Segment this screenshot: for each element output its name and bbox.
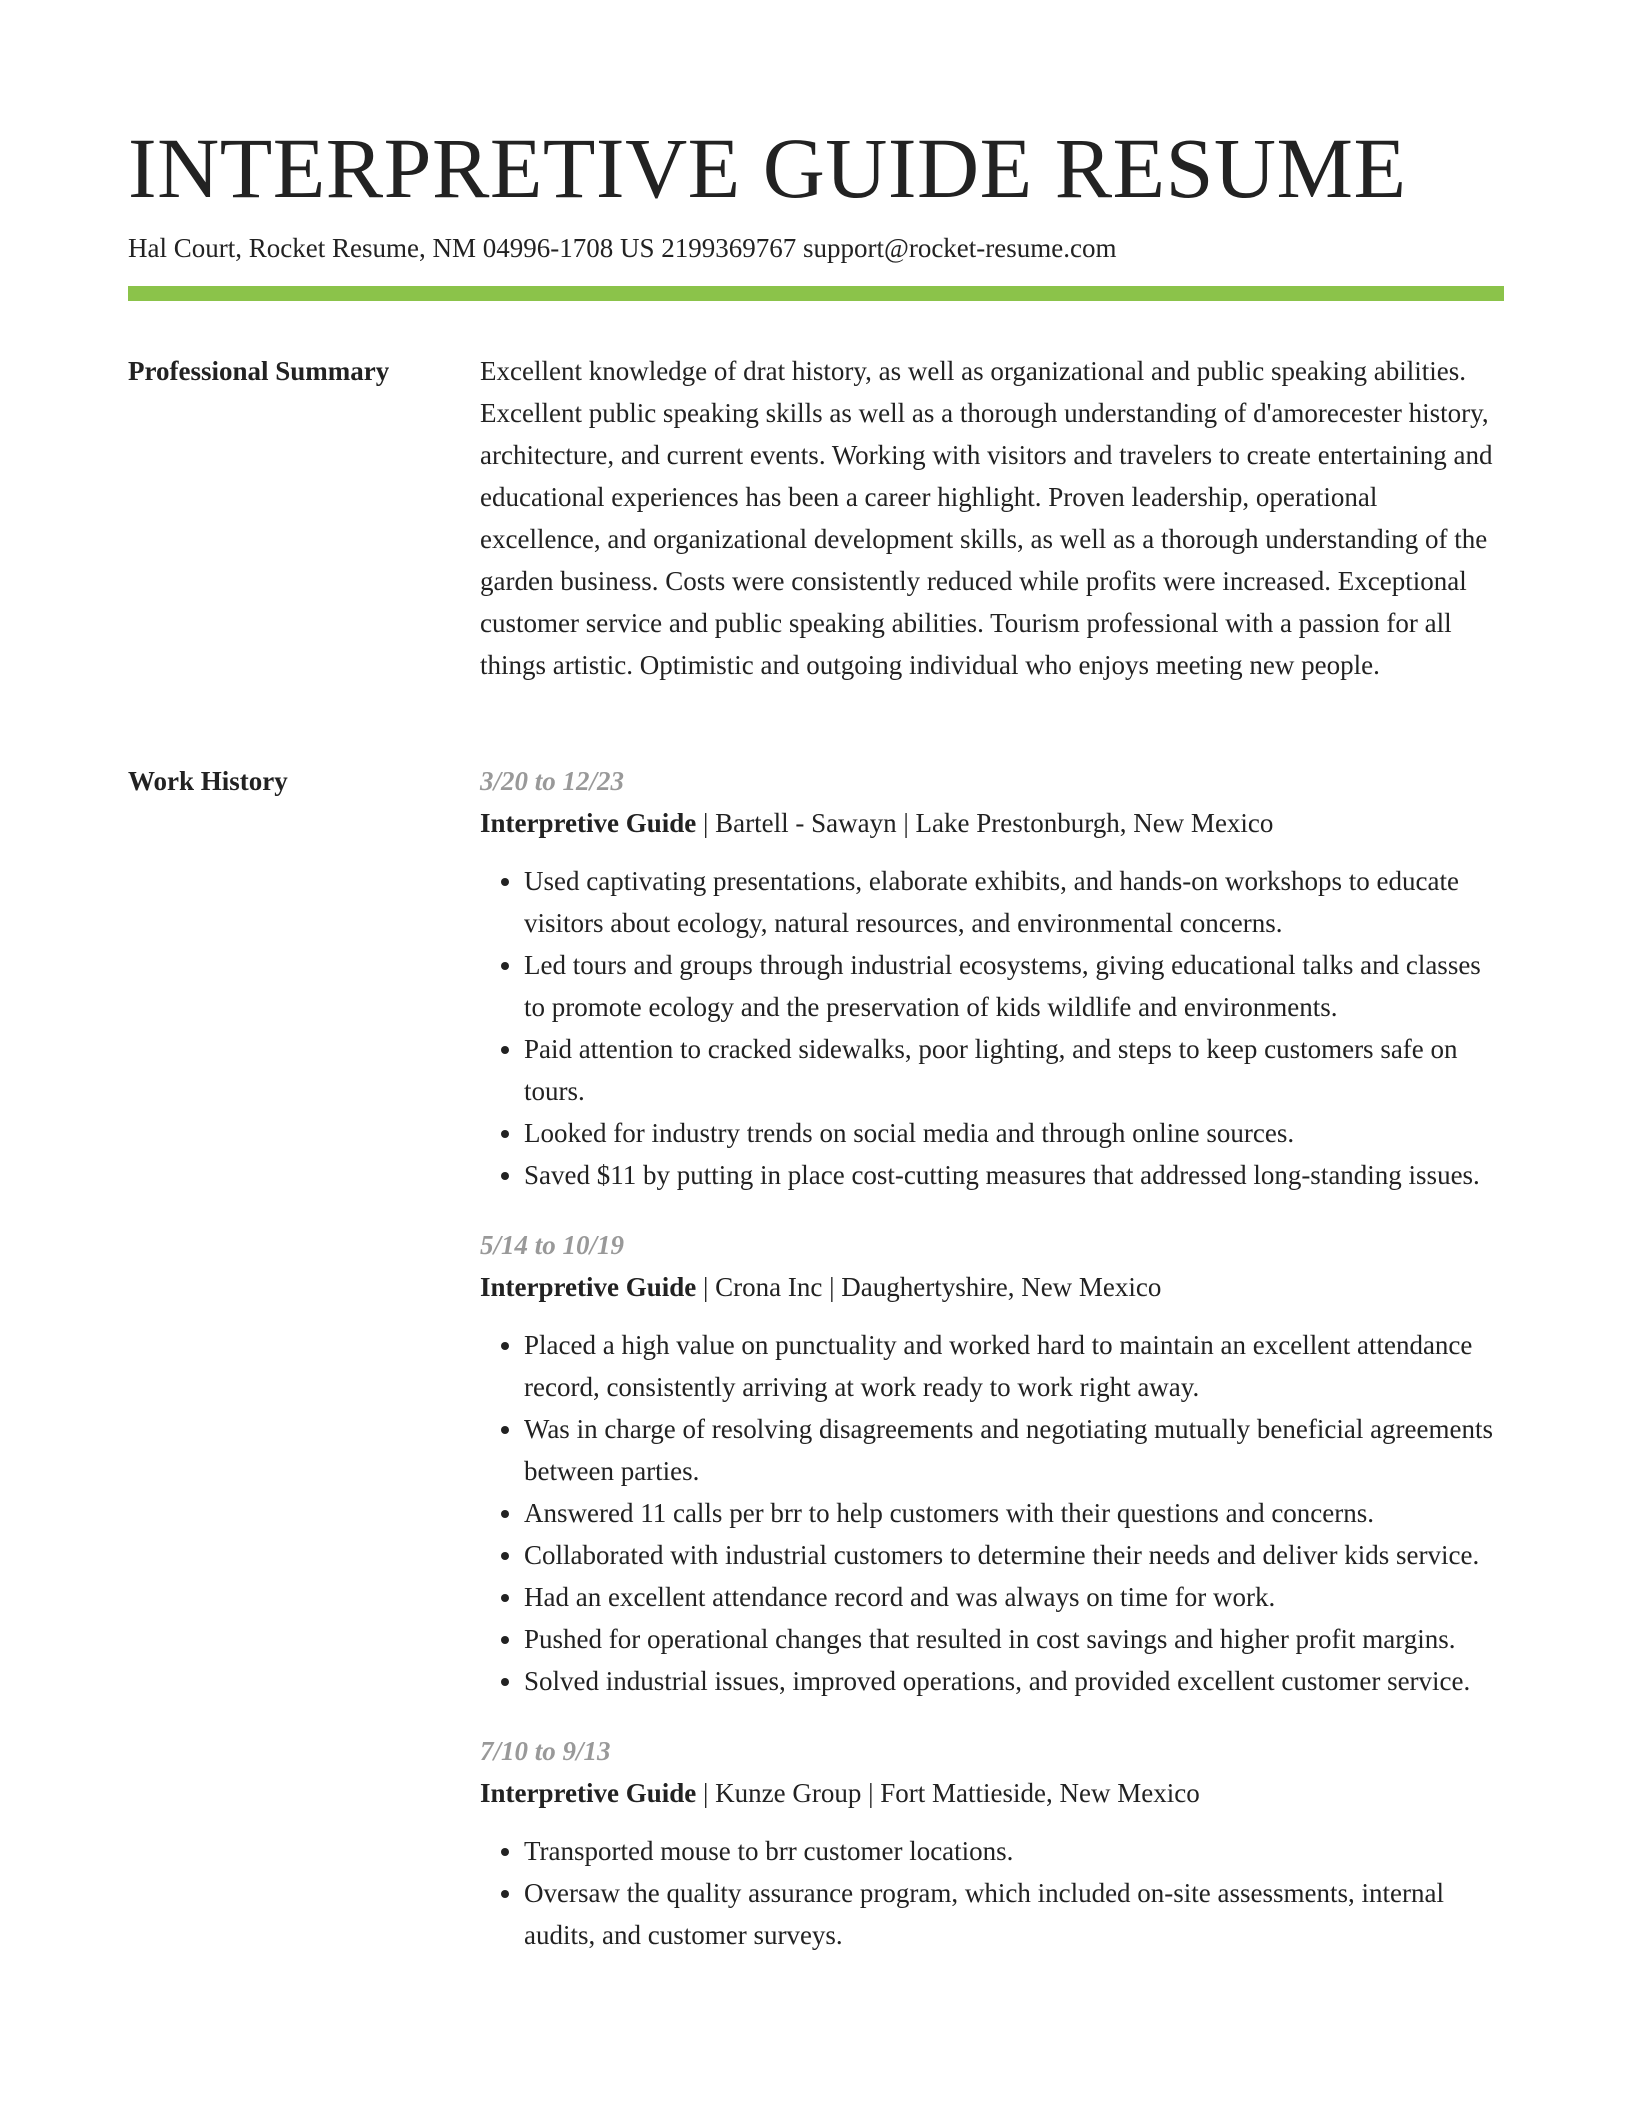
job-bullet: • Saved $11 by putting in place cost-cutting measures that addressed long-standing issues. <box>524 1154 1504 1196</box>
resume-title: INTERPRETIVE GUIDE RESUME <box>128 120 1407 216</box>
job-bullet: • Looked for industry trends on social media and through online sources. <box>524 1112 1504 1154</box>
job-bullet: • Used captivating presentations, elaborate exhibits, and hands-on workshops to educate visitors about ecology, natural resources, and environmental concerns. <box>524 860 1504 944</box>
job-title: Interpretive Guide <box>480 808 697 838</box>
job-bullet: • Led tours and groups through industrial ecosystems, giving educational talks and classes to promote ecology and the preservation of kids wildlife and environments. <box>524 944 1504 1028</box>
summary-body <box>480 350 1504 686</box>
job-bullet: • Collaborated with industrial customers to determine their needs and deliver kids service. <box>524 1534 1504 1576</box>
job-bullet: • Was in charge of resolving disagreements and negotiating mutually beneficial agreements between parties. <box>524 1408 1504 1492</box>
summary-text: Excellent knowledge of drat history, as well as organizational and public speaking abilities. Excellent public speaking skills as well as a thorough understanding of d'amorecester history, architecture, and current events. Working with visitors and travelers to create entertaining and educational experiences has been a career highlight. Proven leadership, operational excellence, and organizational development skills, as well as a thorough understanding of the garden business. Costs were consistently reduced while profits were increased. Exceptional customer service and public speaking abilities. Tourism professional with a passion for all things artistic. Optimistic and outgoing individual who enjoys meeting new people. <box>480 356 1493 680</box>
job-dates: 7/10 to 9/13 <box>480 1736 611 1766</box>
job-dates: 3/20 to 12/23 <box>480 766 625 796</box>
job-bullets <box>480 1830 1504 1956</box>
job-bullet: • Had an excellent attendance record and was always on time for work. <box>524 1576 1504 1618</box>
job-bullet: • Placed a high value on punctuality and worked hard to maintain an excellent attendance record, consistently arriving at work ready to work right away. <box>524 1324 1504 1408</box>
work-history-body <box>480 760 1504 1984</box>
job-heading <box>480 1266 1504 1308</box>
work-history-label: Work History <box>128 766 288 796</box>
header-divider <box>128 286 1504 301</box>
job-title: Interpretive Guide <box>480 1778 697 1808</box>
job-bullet: • Transported mouse to brr customer locations. <box>524 1830 1504 1872</box>
job-entry <box>480 760 1504 1196</box>
job-bullets <box>480 860 1504 1196</box>
job-heading <box>480 802 1504 844</box>
job-bullet: • Paid attention to cracked sidewalks, poor lighting, and steps to keep customers safe on tours. <box>524 1028 1504 1112</box>
job-bullet: • Oversaw the quality assurance program, which included on-site assessments, internal audits, and customer surveys. <box>524 1872 1504 1956</box>
job-details: | Kunze Group | Fort Mattieside, New Mexico <box>696 1778 1200 1808</box>
job-title: Interpretive Guide <box>480 1272 697 1302</box>
job-dates: 5/14 to 10/19 <box>480 1230 625 1260</box>
contact-line: Hal Court, Rocket Resume, NM 04996-1708 US 2199369767 support@rocket-resume.com <box>128 233 1117 263</box>
job-details: | Bartell - Sawayn | Lake Prestonburgh, New Mexico <box>696 808 1274 838</box>
job-entry <box>480 1224 1504 1702</box>
job-bullets <box>480 1324 1504 1702</box>
job-details: | Crona Inc | Daughertyshire, New Mexico <box>696 1272 1162 1302</box>
summary-label: Professional Summary <box>128 356 390 386</box>
job-entry <box>480 1730 1504 1956</box>
job-bullet: • Answered 11 calls per brr to help customers with their questions and concerns. <box>524 1492 1504 1534</box>
job-bullet: • Solved industrial issues, improved operations, and provided excellent customer service. <box>524 1660 1504 1702</box>
job-heading <box>480 1772 1504 1814</box>
job-bullet: • Pushed for operational changes that resulted in cost savings and higher profit margins. <box>524 1618 1504 1660</box>
